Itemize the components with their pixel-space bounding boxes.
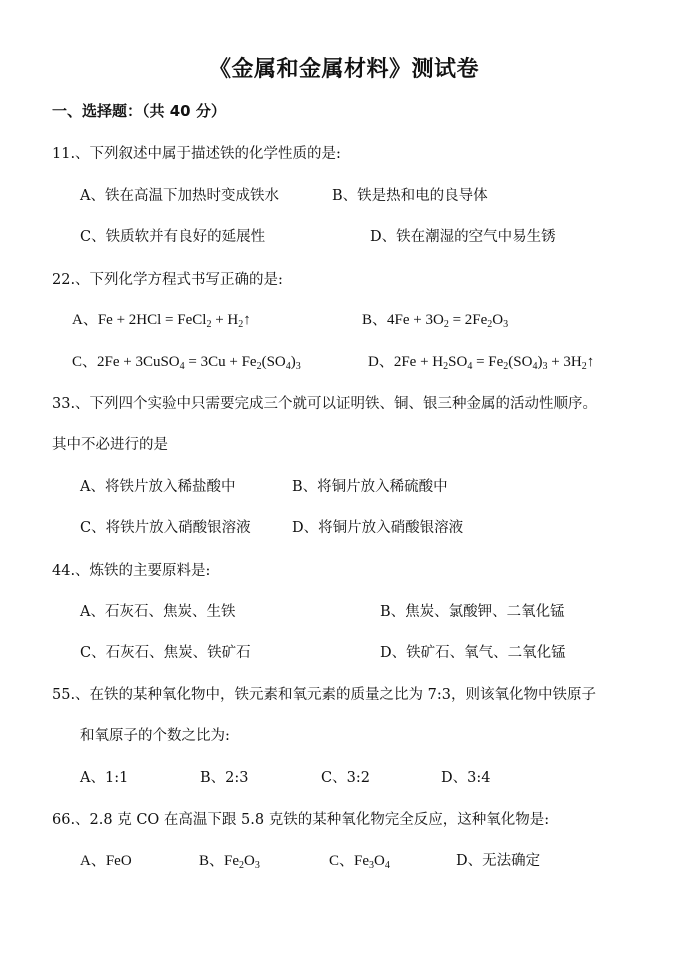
question-2-option-d: D、$2Fe + H_2SO_4 = Fe_2(SO_4)_3$ + $3H_2↑$ (368, 354, 595, 372)
question-3-option-a: A、将铁片放入稀盐酸中 (80, 479, 236, 495)
question-3-option-c: C、将铁片放入硝酸银溶液 (80, 520, 251, 536)
question-2-option-c: C、2Fe + 3CuSO$_4$ = $3Cu + Fe_2(SO_4)_3$ (72, 354, 301, 372)
question-3-stem: 33.、下列四个实验中只需要完成三个就可以证明铁、铜、银三种金属的活动性顺序。 (52, 396, 598, 412)
question-1-option-d: D、铁在潮湿的空气中易生锈 (370, 229, 556, 245)
question-5-stem: 55.、在铁的某种氧化物中，铁元素和氧元素的质量之比为 7:3，则该氧化物中铁原子 (52, 687, 597, 703)
question-5-option-b: B、2:3 (200, 770, 249, 786)
question-3-option-b: B、将铜片放入稀硫酸中 (292, 479, 448, 495)
question-4-option-c: C、石灰石、焦炭、铁矿石 (80, 645, 251, 661)
question-5-stem-continued: 和氧原子的个数之比为: (80, 728, 230, 744)
question-6-option-d: D、无法确定 (456, 853, 541, 869)
question-3-stem-continued: 其中不必进行的是 (52, 437, 168, 453)
question-6-option-b: B、$Fe_2O_3$ (199, 853, 260, 871)
question-4-option-b: B、焦炭、氯酸钾、二氧化锰 (380, 604, 565, 620)
section-heading: 一、选择题：（共 40 分） (52, 102, 226, 120)
question-4-stem: 44.、炼铁的主要原料是: (52, 563, 211, 579)
question-5-option-c: C、3:2 (321, 770, 370, 786)
question-1-stem: 11.、下列叙述中属于描述铁的化学性质的是: (52, 146, 341, 162)
question-3-option-d: D、将铜片放入硝酸银溶液 (292, 520, 464, 536)
question-6-option-a: A、FeO (80, 853, 132, 869)
question-2-option-a: A、Fe + 2HCl = FeCl$_2$ + $H_2↑$ (72, 312, 251, 330)
question-2-option-b: B、$4Fe + 3O_2 = 2Fe_2O_3$ (362, 312, 509, 330)
question-1-option-b: B、铁是热和电的良导体 (332, 188, 488, 204)
question-4-option-d: D、铁矿石、氧气、二氧化锰 (380, 645, 566, 661)
question-6-stem: 66.、2.8 克 CO 在高温下跟 5.8 克铁的某种氧化物完全反应，这种氧化物是: (52, 812, 550, 828)
question-6-option-c: C、$Fe_3O_4$ (329, 853, 390, 871)
exam-title: 《金属和金属材料》测试卷 (208, 57, 479, 82)
question-1-option-a: A、铁在高温下加热时变成铁水 (80, 188, 279, 204)
question-5-option-a: A、1:1 (80, 770, 129, 786)
question-5-option-d: D、3:4 (441, 770, 491, 786)
question-2-stem: 22.、下列化学方程式书写正确的是: (52, 272, 283, 288)
question-1-option-c: C、铁质软并有良好的延展性 (80, 229, 266, 245)
question-4-option-a: A、石灰石、焦炭、生铁 (80, 604, 236, 620)
